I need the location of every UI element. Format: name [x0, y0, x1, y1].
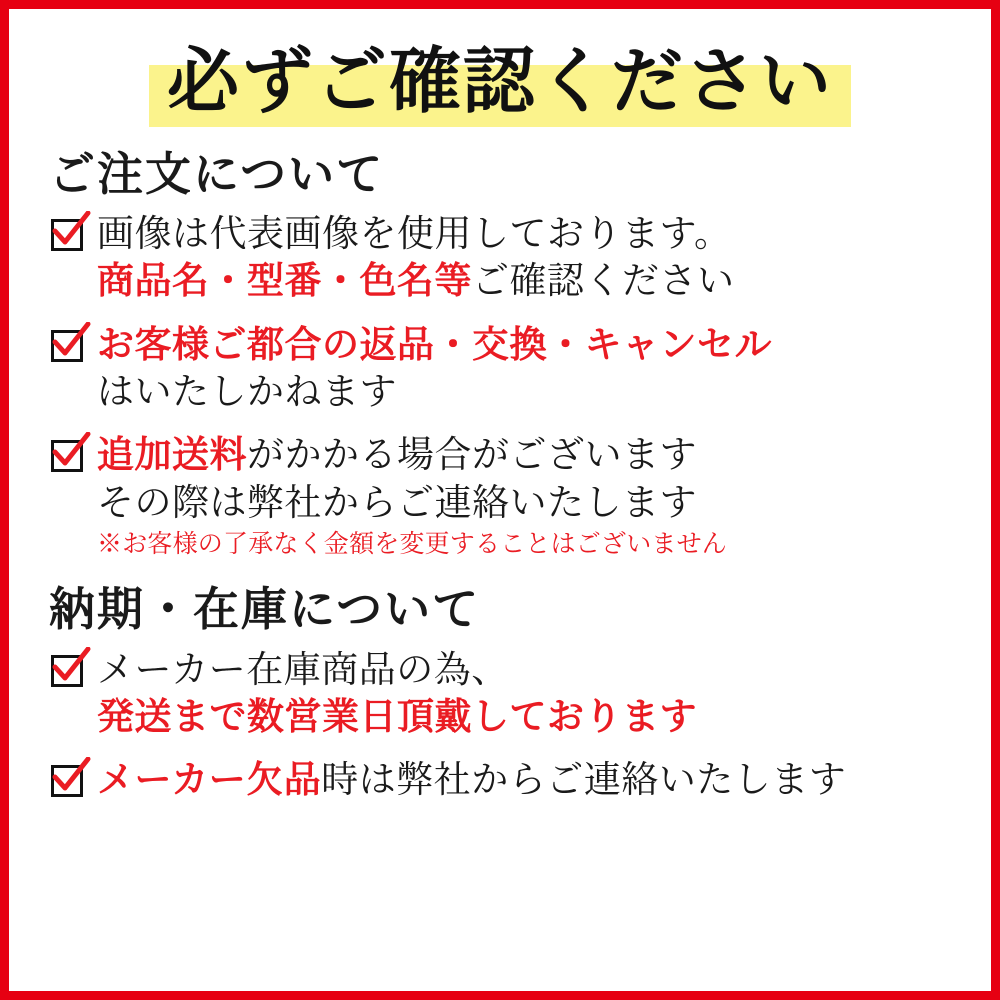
- list-item-text: [97, 431, 957, 560]
- title-block: [43, 41, 957, 127]
- list-item: [49, 646, 957, 741]
- title-text: 必ずご確認ください: [166, 42, 833, 122]
- checkbox-checked-icon: [49, 652, 89, 692]
- list-line: [97, 431, 957, 478]
- list-line: お客様ご都合の返品・交換・キャンセル: [97, 323, 772, 365]
- checkbox-checked-icon: [49, 327, 89, 367]
- checkbox-checked-icon: [49, 762, 89, 802]
- checkbox-checked-icon: [49, 216, 89, 256]
- list-line: はいたしかねます: [97, 370, 397, 412]
- list-line: その際は弊社からご連絡いたします: [97, 481, 697, 523]
- list-line-red: メーカー欠品: [97, 759, 322, 801]
- notice-content: [9, 9, 991, 991]
- list-line: 画像は代表画像を使用しております。: [97, 212, 732, 254]
- list-line-black: ご確認ください: [472, 260, 735, 302]
- page-title: [149, 41, 851, 127]
- list-line-red: 追加送料: [97, 434, 247, 476]
- left-border-bar: [0, 9, 9, 991]
- list-item-text: [97, 646, 957, 741]
- list-line-black: がかかる場合がございます: [247, 434, 697, 476]
- list-line-red: 商品名・型番・色名等: [97, 260, 472, 302]
- right-border-bar: [991, 9, 1000, 991]
- list-item-text: [97, 321, 957, 416]
- list-item: [49, 210, 957, 305]
- list-item-note: ※お客様の了承なく金額を変更することはございません: [97, 529, 728, 558]
- checkbox-checked-icon: [49, 437, 89, 477]
- section-heading-delivery: 納期・在庫について: [49, 583, 481, 636]
- list-line: [97, 756, 957, 803]
- list-item-text: [97, 210, 957, 305]
- list-item-text: [97, 756, 957, 803]
- list-item: [49, 321, 957, 416]
- list-line-black: 時は弊社からご連絡いたします: [321, 759, 847, 801]
- list-item: [49, 756, 957, 803]
- list-line: メーカー在庫商品の為、: [97, 648, 509, 690]
- list-line: [97, 257, 957, 304]
- section-heading-order: ご注文について: [49, 147, 385, 200]
- list-line: 発送まで数営業日頂戴しております: [97, 695, 697, 737]
- list-item: [49, 431, 957, 560]
